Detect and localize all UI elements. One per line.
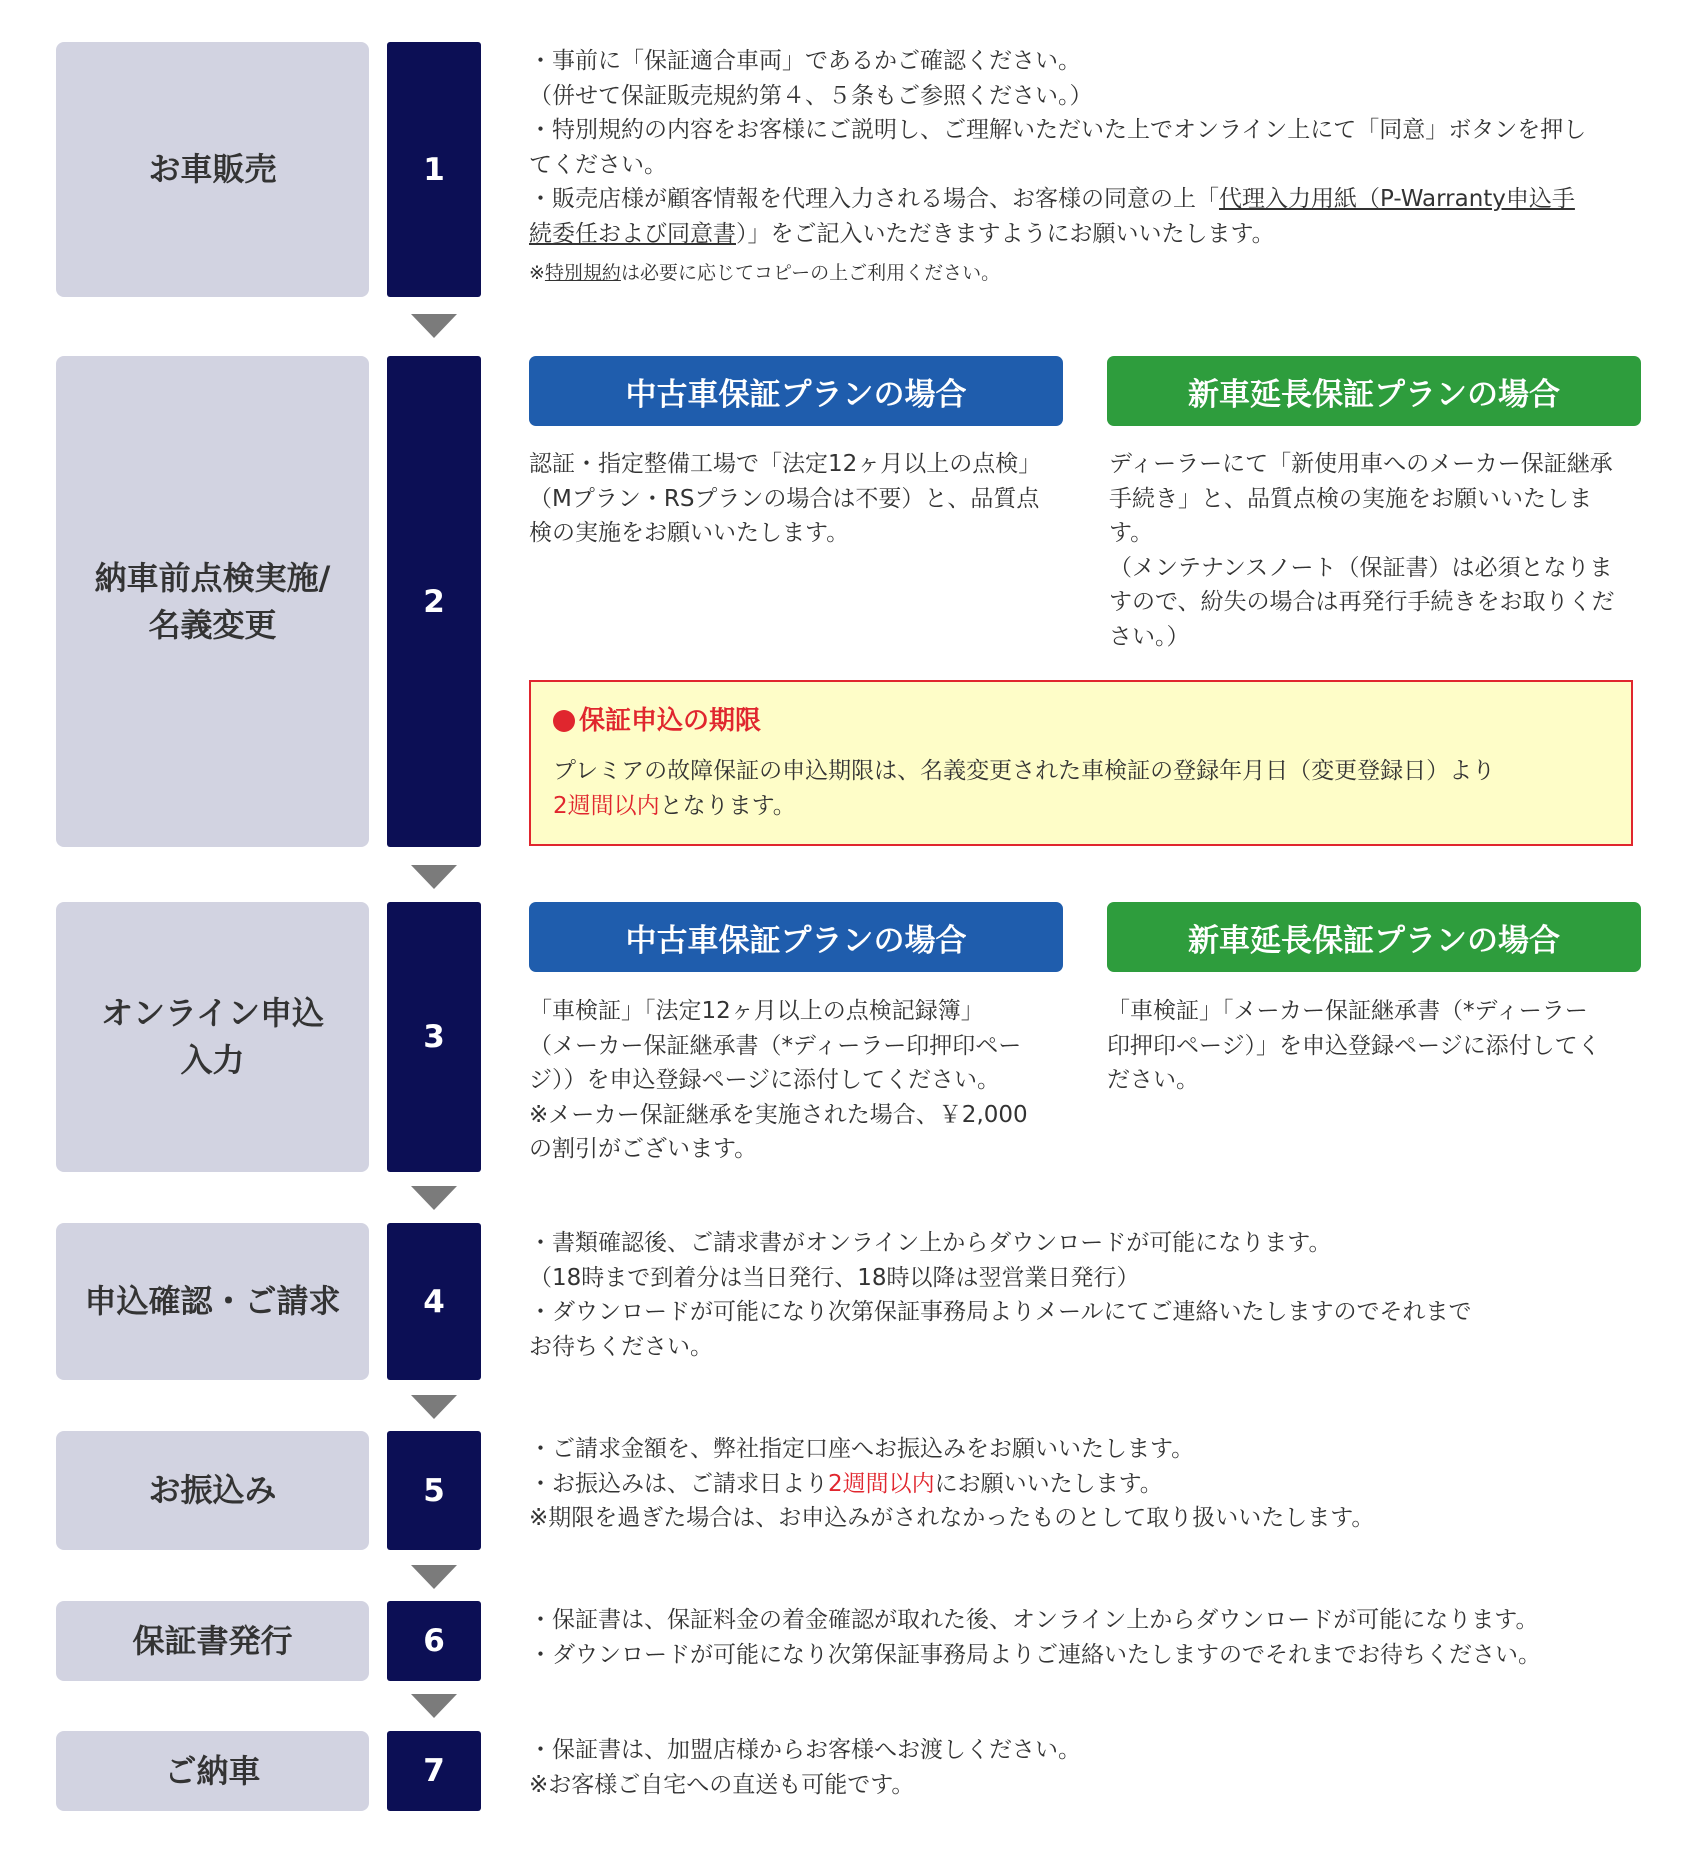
payment-deadline-highlight: 2週間以内 (828, 1470, 935, 1497)
step-3-used-plan-text: 「車検証」「法定12ヶ月以上の点検記録簿」 （メーカー保証継承書（*ディーラー印押印ペー ジ））を申込登録ページに添付してください。 ※メーカー保証継承を実施された場合、￥2,000 の割引がございます。 (529, 998, 1028, 1162)
new-car-plan-button[interactable]: 新車延長保証プランの場合 (1107, 356, 1641, 426)
proxy-form-link-cont[interactable]: 続委任および同意書 (529, 220, 736, 247)
step-3-number: 3 (387, 902, 481, 1172)
flow-arrow-icon (411, 1186, 457, 1210)
step-7-content: ・保証書は、加盟店様からお客様へお渡しください。 ※お客様ご自宅への直送も可能です。 (529, 1737, 1081, 1798)
flow-arrow-icon (411, 1395, 457, 1419)
step-2-label-line: 納車前点検実施/ (94, 558, 331, 597)
step-4-content: ・書類確認後、ご請求書がオンライン上からダウンロードが可能になります。 （18時まで到着分は当日発行、18時以降は翌営業日発行） ・ダウンロードが可能になり次第保証事務局よりメールにてご連絡いたしますのでそれまで お待ちください。 (529, 1230, 1472, 1360)
step-3-label-line: オンライン申込 (100, 994, 325, 1032)
application-deadline-notice (529, 680, 1633, 846)
step-2-used-plan-text: 認証・指定整備工場で「法定12ヶ月以上の点検」 （Mプラン・RSプランの場合は不要）と、品質点 検の実施をお願いいたします。 (529, 451, 1042, 546)
step-1-label (56, 42, 369, 297)
flow-arrow-icon (411, 1565, 457, 1589)
step-5-label: お振込み (56, 1431, 369, 1550)
step-3-label (56, 902, 369, 1172)
notice-body: プレミアの故障保証の申込期限は、名義変更された車検証の登録年月日（変更登録日）より 2週間以内となります。 (553, 758, 1496, 819)
flow-arrow-icon (411, 865, 457, 889)
step-1-line: てください。 (529, 151, 667, 178)
step-1-line: ・特別規約の内容をお客様にご説明し、ご理解いただいた上でオンライン上にて「同意」ボタンを押し (529, 117, 1587, 143)
step-1-line: （併せて保証販売規約第４、５条もご参照ください。） (529, 82, 1093, 109)
step-1-number: 1 (387, 42, 481, 297)
step-4-number: 4 (387, 1223, 481, 1380)
proxy-form-link[interactable]: 代理入力用紙（P-Warranty申込手 (1219, 186, 1575, 212)
step-3-new-plan-text: 「車検証」「メーカー保証継承書（*ディーラー 印押印ページ）」を申込登録ページに添付してく ださい。 (1107, 998, 1601, 1093)
step-1-label-text: お車販売 (148, 150, 277, 188)
new-car-plan-button[interactable]: 新車延長保証プランの場合 (1107, 902, 1641, 972)
step-5-content: ・ご請求金額を、弊社指定口座へお振込みをお願いいたします。 ・お振込みは、ご請求日より2週間以内にお願いいたします。 ※期限を過ぎた場合は、お申込みがされなかったものとして取り扱いいたします。 (529, 1436, 1375, 1531)
step-2-label (56, 356, 369, 847)
step-5-number: 5 (387, 1431, 481, 1550)
step-4-label: 申込確認・ご請求 (56, 1223, 369, 1380)
step-1-line: ・販売店様が顧客情報を代理入力される場合、お客様の同意の上「代理入力用紙（P-Warranty申込手 (529, 186, 1575, 212)
step-3-label-line: 入力 (180, 1041, 245, 1079)
step-6-number: 6 (387, 1601, 481, 1681)
flow-arrow-icon (411, 1694, 457, 1718)
step-2-label-line: 名義変更 (148, 605, 277, 644)
used-car-plan-button[interactable]: 中古車保証プランの場合 (529, 902, 1063, 972)
step-1-line: ・事前に「保証適合車両」であるかご確認ください。 (529, 48, 1081, 74)
step-1-line: 続委任および同意書）」をご記入いただきますようにお願いいたします。 (529, 220, 1275, 247)
used-car-plan-button[interactable]: 中古車保証プランの場合 (529, 356, 1063, 426)
step-6-content: ・保証書は、保証料金の着金確認が取れた後、オンライン上からダウンロードが可能になります。 ・ダウンロードが可能になり次第保証事務局よりご連絡いたしますのでそれまでお待ちください。 (529, 1607, 1541, 1668)
deadline-highlight: 2週間以内 (553, 792, 660, 819)
notice-title: 保証申込の期限 (553, 704, 1609, 738)
step-1-note: ※特別規約は必要に応じてコピーの上ご利用ください。 (529, 262, 1001, 284)
step-1-content (529, 44, 1649, 287)
step-6-label: 保証書発行 (56, 1601, 369, 1681)
step-2-new-plan-text: ディーラーにて「新使用車へのメーカー保証継承 手続き」と、品質点検の実施をお願いいたしま す。 （メンテナンスノート（保証書）は必須となりま すので、紛失の場合は再発行手続きをお取りくだ さい。） (1109, 451, 1615, 650)
step-7-number: 7 (387, 1731, 481, 1811)
step-7-label: ご納車 (56, 1731, 369, 1811)
bullet-dot-icon (553, 710, 575, 732)
flow-arrow-icon (411, 314, 457, 338)
step-2-number: 2 (387, 356, 481, 847)
special-terms-link[interactable]: 特別規約 (544, 262, 621, 284)
